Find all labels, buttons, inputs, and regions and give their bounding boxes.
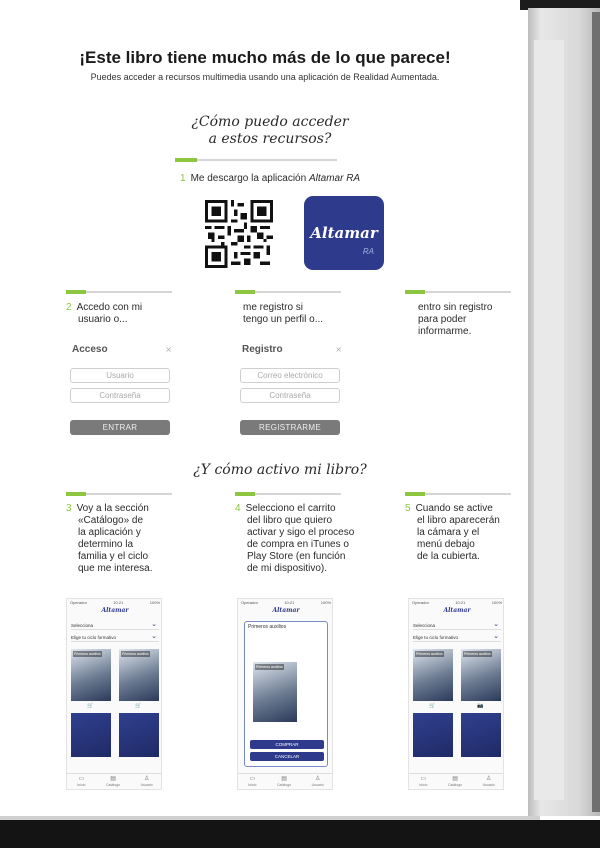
step3-line: «Catálogo» de — [78, 515, 144, 526]
catalog-icon: ▤ — [452, 776, 458, 782]
tab-home[interactable] — [419, 776, 427, 787]
home-icon: ▭ — [249, 776, 256, 782]
phone-screenshot-purchase — [237, 598, 333, 790]
book-cover — [253, 662, 297, 722]
tab-home[interactable] — [77, 776, 85, 787]
step5-line: la cámara y el — [417, 527, 480, 538]
status-battery: 100% — [149, 600, 160, 605]
login-button[interactable]: ENTRAR — [70, 420, 170, 435]
family-dropdown[interactable] — [71, 621, 159, 630]
tab-label: Usuario — [482, 783, 495, 787]
step5-divider — [425, 493, 511, 495]
catalog-icon: ▤ — [110, 776, 116, 782]
tab-label: Usuario — [140, 783, 153, 787]
username-field[interactable]: Usuario — [70, 368, 170, 383]
step2-col2-text — [243, 302, 353, 326]
step2-col1-accent-bar — [66, 290, 86, 294]
app-logo-name: Altamar — [310, 224, 378, 242]
step4-line: activar y sigo el proceso — [247, 527, 355, 538]
tab-catalog[interactable] — [277, 776, 291, 787]
book-tile[interactable] — [413, 713, 453, 757]
step3-number: 3 — [66, 503, 72, 514]
book-tile[interactable] — [461, 713, 501, 757]
step3-line: familia y el ciclo — [78, 551, 149, 562]
chevron-down-icon: ⌄ — [151, 633, 157, 640]
qr-code-icon — [205, 200, 273, 268]
step3-line: la aplicación y — [78, 527, 141, 538]
close-icon[interactable]: × — [335, 345, 342, 354]
step2-number: 2 — [66, 302, 72, 313]
step4-text — [235, 503, 361, 575]
page-subtitle: Puedes acceder a recursos multimedia usando una aplicación de Realidad Aumentada. — [90, 72, 440, 82]
family-dropdown-value: Selecciona — [71, 623, 94, 628]
tab-label: Catálogo — [106, 783, 121, 787]
step2-col3-text — [418, 302, 528, 338]
step4-line: de mi dispositivo). — [247, 563, 328, 574]
phone-status-bar — [238, 600, 333, 607]
book-tile-caption: Primeros auxilios — [416, 652, 443, 656]
altamar-app-logo — [304, 196, 384, 270]
tab-user[interactable] — [141, 776, 153, 787]
step3-line: Voy a la sección — [76, 503, 149, 514]
step5-number: 5 — [405, 503, 411, 514]
family-dropdown[interactable] — [413, 621, 501, 630]
phone-status-bar — [409, 600, 504, 607]
step1-text — [180, 173, 440, 185]
login-form — [70, 344, 174, 444]
step1-number: 1 — [180, 173, 186, 184]
question-access — [160, 114, 380, 148]
book-tile[interactable] — [71, 649, 111, 701]
tab-label: Catálogo — [448, 783, 463, 787]
cart-icon[interactable]: 🛒 — [429, 703, 436, 709]
step1-divider — [197, 159, 337, 161]
user-icon: ♙ — [485, 776, 492, 782]
tab-label: Inicio — [77, 783, 86, 787]
step2-col3-line2: para poder — [418, 314, 467, 325]
phone-screenshot-activated — [408, 598, 504, 790]
step2-col3-accent-bar — [405, 290, 425, 294]
user-icon: ♙ — [143, 776, 150, 782]
phone-tab-bar — [409, 773, 504, 789]
cart-icon[interactable]: 🛒 — [87, 703, 94, 709]
status-time: 10:21 — [455, 600, 466, 605]
book-tile[interactable] — [71, 713, 111, 757]
step3-text — [66, 503, 178, 575]
status-carrier: Operador — [241, 600, 258, 605]
phone-status-bar — [67, 600, 162, 607]
cart-icon[interactable]: 🛒 — [135, 703, 142, 709]
status-carrier: Operador — [412, 600, 429, 605]
step2-col3-line3: informarme. — [418, 326, 472, 337]
step4-accent-bar — [235, 492, 255, 496]
chevron-down-icon: ⌄ — [151, 621, 157, 628]
status-battery: 100% — [491, 600, 502, 605]
cycle-dropdown[interactable] — [413, 633, 501, 642]
step4-line: Play Store (en función — [247, 551, 346, 562]
step2-col3-line1: entro sin registro — [418, 302, 493, 313]
phone-app-logo: Altamar — [101, 607, 129, 614]
step2-col1-divider — [86, 291, 172, 293]
step2-col1-line2: usuario o... — [78, 314, 128, 325]
step1-label: Me descargo la aplicación — [190, 173, 309, 184]
step4-number: 4 — [235, 503, 241, 514]
question-access-line2: a estos recursos? — [208, 131, 332, 147]
step2-col2-line1: me registro si — [243, 302, 304, 313]
step5-line: de la cubierta. — [417, 551, 480, 562]
book-tile[interactable] — [413, 649, 453, 701]
phone-app-logo: Altamar — [443, 607, 471, 614]
step1-app-name: Altamar RA — [308, 173, 361, 184]
book-tile-caption: Primeros auxilios — [122, 652, 149, 656]
cancel-button[interactable]: CANCELAR — [250, 752, 324, 761]
tab-label: Usuario — [311, 783, 324, 787]
status-carrier: Operador — [70, 600, 87, 605]
buy-button[interactable]: COMPRAR — [250, 740, 324, 749]
scan-edge-bottom — [0, 820, 600, 848]
step4-divider — [255, 493, 341, 495]
question-access-line1: ¿Cómo puedo acceder — [191, 114, 349, 130]
step2-col2-divider — [255, 291, 341, 293]
status-time: 10:21 — [284, 600, 295, 605]
phone-app-logo: Altamar — [272, 607, 300, 614]
step3-line: que me interesa. — [78, 563, 153, 574]
step3-accent-bar — [66, 492, 86, 496]
step4-line: del libro que quiero — [247, 515, 333, 526]
step4-line: de compra en iTunes o — [247, 539, 349, 550]
step2-col1-line1: Accedo con mi — [76, 302, 143, 313]
tab-label: Inicio — [248, 783, 257, 787]
close-icon[interactable]: × — [165, 345, 172, 354]
home-icon: ▭ — [420, 776, 427, 782]
step2-col2-accent-bar — [235, 290, 255, 294]
step4-line: Selecciono el carrito — [245, 503, 336, 514]
chevron-down-icon: ⌄ — [493, 621, 499, 628]
page-title: ¡Este libro tiene mucho más de lo que parece! — [79, 48, 451, 67]
home-icon: ▭ — [78, 776, 85, 782]
book-cover-caption: Primeros auxilios — [256, 665, 283, 669]
phone-screenshot-catalog — [66, 598, 162, 790]
email-field[interactable]: Correo electrónico — [240, 368, 340, 383]
scan-edge-right — [592, 12, 600, 812]
step2-col3-divider — [425, 291, 511, 293]
question-activate: ¿Y cómo activo mi libro? — [193, 462, 367, 478]
camera-icon[interactable]: 📷 — [477, 703, 484, 709]
step5-line: el libro aparecerán — [417, 515, 500, 526]
phone-tab-bar — [67, 773, 162, 789]
cycle-dropdown[interactable] — [71, 633, 159, 642]
catalog-icon: ▤ — [281, 776, 287, 782]
step3-divider — [86, 493, 172, 495]
purchase-modal — [244, 621, 328, 767]
step5-line: menú debajo — [417, 539, 475, 550]
adjacent-page-inner — [534, 40, 564, 800]
purchase-modal-title: Primeros auxilios — [248, 624, 287, 630]
register-form-title: Registro — [242, 344, 283, 355]
book-tile[interactable] — [119, 649, 159, 701]
tab-label: Catálogo — [277, 783, 292, 787]
cycle-dropdown-value: Elige tu ciclo formativo — [71, 635, 117, 640]
login-form-title: Acceso — [72, 344, 108, 355]
tab-user[interactable] — [312, 776, 324, 787]
tab-home[interactable] — [248, 776, 256, 787]
book-tile[interactable] — [461, 649, 501, 701]
step3-line: determino la — [78, 539, 134, 550]
book-tile-caption: Primeros auxilios — [74, 652, 101, 656]
step5-text — [405, 503, 523, 563]
family-dropdown-value: Selecciona — [413, 623, 436, 628]
chevron-down-icon: ⌄ — [493, 633, 499, 640]
tab-catalog[interactable] — [448, 776, 462, 787]
tab-catalog[interactable] — [106, 776, 120, 787]
cycle-dropdown-value: Elige tu ciclo formativo — [413, 635, 459, 640]
status-battery: 100% — [320, 600, 331, 605]
step2-col2-line2: tengo un perfil o... — [243, 314, 324, 325]
tab-label: Inicio — [419, 783, 428, 787]
step5-line: Cuando se active — [415, 503, 493, 514]
status-time: 10:21 — [113, 600, 124, 605]
step5-accent-bar — [405, 492, 425, 496]
app-logo-suffix: RA — [362, 247, 374, 256]
register-password-field[interactable]: Contraseña — [240, 388, 340, 403]
register-button[interactable]: REGISTRARME — [240, 420, 340, 435]
password-field[interactable]: Contraseña — [70, 388, 170, 403]
book-tile[interactable] — [119, 713, 159, 757]
phone-tab-bar — [238, 773, 333, 789]
step2-col1-text — [66, 302, 176, 326]
tab-user[interactable] — [483, 776, 495, 787]
register-form — [240, 344, 344, 444]
step1-accent-bar — [175, 158, 197, 162]
user-icon: ♙ — [314, 776, 321, 782]
book-tile-caption: Primeros auxilios — [464, 652, 491, 656]
